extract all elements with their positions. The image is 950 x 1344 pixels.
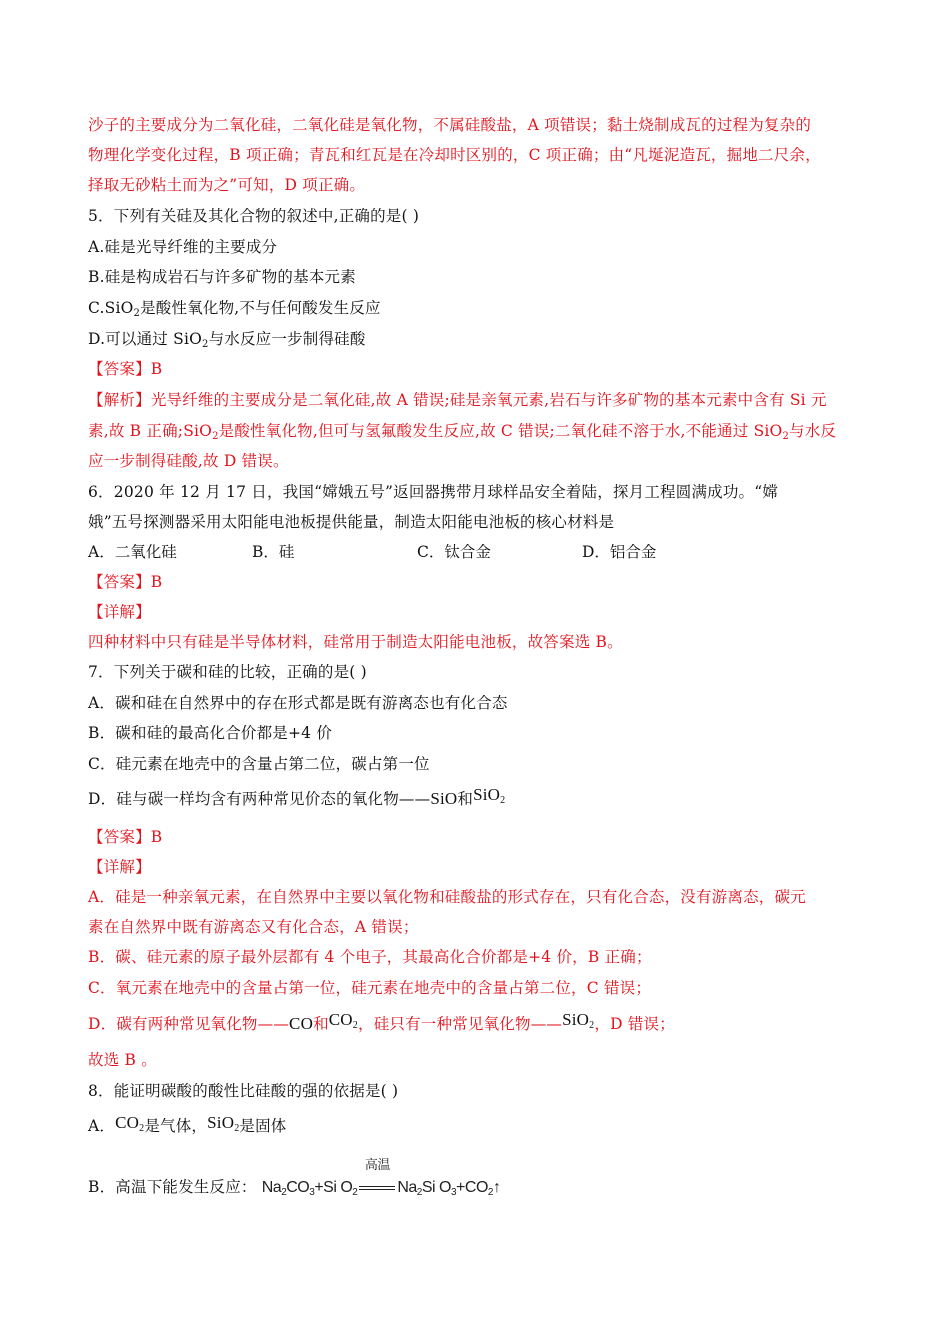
q5-option-c-text: 是酸性氧化物,不与任何酸发生反应	[140, 299, 381, 317]
q7-option-d	[88, 785, 506, 809]
q8-formula-co2	[115, 1113, 144, 1132]
q7-detail-formula-co2-sub: 2	[352, 1020, 358, 1031]
q8-stem: 8．能证明碳酸的酸性比硅酸的强的依据是( )	[88, 1082, 399, 1100]
q7-detail-formula-co: CO	[289, 1014, 314, 1033]
gas-up-arrow-icon: ↑	[492, 1179, 501, 1196]
q6-option-d: D．铝合金	[582, 543, 657, 561]
q7-formula-sio2	[473, 785, 505, 804]
q7-detail-formula-co2	[329, 1010, 358, 1029]
q5-explanation-line-3: 应一步制得硅酸,故 D 错误。	[88, 452, 289, 470]
q5-exp2-c: 与水反	[789, 422, 837, 440]
reactant-sio: +Si O	[314, 1179, 353, 1196]
q5-option-a: A.硅是光导纤维的主要成分	[88, 238, 278, 256]
q5-option-b: B.硅是构成岩石与许多矿物的基本元素	[88, 268, 356, 286]
reaction-condition: 高温	[364, 1157, 390, 1173]
q8-formula-co2-sub: 2	[139, 1123, 145, 1134]
product-na-sub: 2	[416, 1187, 422, 1198]
reactant-na: Na	[261, 1179, 282, 1196]
product-sio: Si O	[421, 1179, 451, 1196]
q7-detail-a-line-2: 素在自然界中既有游离态又有化合态，A 错误；	[88, 918, 419, 936]
q8-reaction-equation	[261, 1157, 501, 1198]
q5-explanation-line-1	[88, 390, 827, 410]
q8-formula-sio2-sub: 2	[234, 1123, 240, 1134]
q7-detail-d-and: 和	[313, 1015, 329, 1033]
product-co: +CO	[456, 1179, 488, 1196]
q7-detail-formula-sio2	[562, 1010, 594, 1029]
q8-option-a	[88, 1113, 287, 1136]
q7-conclusion: 故选 B 。	[88, 1051, 157, 1069]
q7-detail-d	[88, 1010, 675, 1034]
intro-explanation-line-3: 择取无砂粘土而为之”可知，D 项正确。	[88, 176, 366, 194]
q7-detail-d-text-1: D．碳有两种常见氧化物——	[88, 1015, 290, 1033]
q8-formula-sio2-base: SiO	[207, 1113, 235, 1132]
intro-explanation-line-1: 沙子的主要成分为二氧化硅，二氧化硅是氧化物，不属硅酸盐，A 项错误；黏土烧制成瓦的过程为复杂的	[88, 116, 812, 134]
q5-option-d	[88, 329, 366, 349]
product-co-sub: 2	[487, 1187, 493, 1198]
q5-option-c-prefix: C.SiO	[88, 299, 134, 317]
q6-answer: 【答案】B	[88, 573, 163, 591]
reactant-na-sub: 2	[281, 1187, 287, 1198]
q8-option-a-prefix: A．	[88, 1117, 116, 1135]
q8-option-a-mid: 是气体，	[144, 1117, 208, 1135]
product-sio-sub: 3	[450, 1187, 457, 1198]
q7-detail-d-text-3: ，D 错误；	[594, 1015, 675, 1033]
q5-option-d-text: 与水反应一步制得硅酸	[208, 330, 366, 348]
q5-option-c-sub: 2	[133, 308, 141, 319]
q5-option-d-sub: 2	[202, 339, 209, 350]
intro-explanation-line-2: 物理化学变化过程，B 项正确；青瓦和红瓦是在冷却时区别的，C 项正确；由“凡埏泥造瓦，掘地二尺余，	[88, 146, 821, 164]
q8-option-a-post: 是固体	[239, 1117, 287, 1135]
equals-bar-bottom	[359, 1189, 395, 1190]
reaction-equals-sign	[359, 1157, 395, 1198]
q5-exp2-sub-a: 2	[212, 431, 219, 442]
q5-explanation-text-1: 光导纤维的主要成分是二氧化硅,故 A 错误;硅是亲氧元素,岩石与许多矿物的基本元素中含有 Si 元	[150, 391, 827, 409]
q7-formula-sio2-base: SiO	[473, 785, 501, 804]
q7-detail-b: B．碳、硅元素的原子最外层都有 4 个电子，其最高化合价都是+4 价，B 正确；	[88, 948, 652, 966]
q7-option-b: B．碳和硅的最高化合价都是+4 价	[88, 724, 333, 742]
q7-answer: 【答案】B	[88, 828, 163, 846]
q8-option-b-prefix: B．高温下能发生反应：	[88, 1178, 257, 1196]
q7-detail-label: 【详解】	[88, 858, 151, 876]
q7-stem: 7．下列关于碳和硅的比较，正确的是( )	[88, 663, 367, 681]
product-na: Na	[397, 1179, 417, 1196]
q7-option-d-text: D．硅与碳一样均含有两种常见价态的氧化物——	[88, 790, 431, 808]
q5-exp2-a: 素,故 B 正确;SiO	[88, 422, 213, 440]
equals-bar-top	[359, 1186, 395, 1187]
reactant-co: CO	[286, 1179, 310, 1196]
q8-option-b	[88, 1157, 501, 1198]
q7-detail-d-text-2: ，硅只有一种常见氧化物——	[358, 1015, 563, 1033]
q7-option-d-and: 和	[457, 790, 474, 808]
q7-detail-formula-co2-base: CO	[328, 1010, 353, 1029]
q7-detail-formula-sio2-sub: 2	[589, 1020, 595, 1031]
q7-detail-c: C．氧元素在地壳中的含量占第一位，硅元素在地壳中的含量占第二位，C 错误；	[88, 979, 652, 997]
q6-stem-line-1: 6．2020 年 12 月 17 日，我国“嫦娥五号”返回器携带月球样品安全着陆，探月工程圆满成功。“嫦	[88, 483, 779, 501]
q5-option-d-prefix: D.可以通过 SiO	[88, 330, 203, 348]
q6-stem-line-2: 娥”五号探测器采用太阳能电池板提供能量，制造太阳能电池板的核心材料是	[88, 513, 615, 531]
q6-option-c: C．钛合金	[417, 543, 491, 561]
q8-formula-sio2	[207, 1113, 239, 1132]
q7-formula-sio: SiO	[430, 789, 458, 808]
q5-exp2-sub-b: 2	[782, 431, 790, 442]
reactant-sio-sub: 2	[352, 1187, 358, 1198]
q5-stem: 5．下列有关硅及其化合物的叙述中,正确的是( )	[88, 207, 420, 225]
q6-option-b: B．硅	[252, 543, 295, 561]
q5-exp2-b: 是酸性氧化物,但可与氢氟酸发生反应,故 C 错误;二氧化硅不溶于水,不能通过 SiO	[218, 422, 783, 440]
q5-explanation-line-2	[88, 421, 836, 441]
q6-detail-label: 【详解】	[88, 603, 151, 621]
q7-detail-a-line-1: A．硅是一种亲氧元素，在自然界中主要以氧化物和硅酸盐的形式存在，只有化合态，没有游离态，碳元	[88, 888, 806, 906]
reactant-co-sub: 3	[309, 1187, 315, 1198]
q5-option-c	[88, 298, 381, 318]
q8-formula-co2-base: CO	[115, 1113, 140, 1132]
q6-detail: 四种材料中只有硅是半导体材料，硅常用于制造太阳能电池板，故答案选 B。	[88, 633, 623, 651]
q5-explanation-label: 【解析】	[88, 391, 151, 409]
q7-detail-formula-sio2-base: SiO	[562, 1010, 590, 1029]
q5-answer: 【答案】B	[88, 360, 163, 378]
q7-option-a: A．碳和硅在自然界中的存在形式都是既有游离态也有化合态	[88, 694, 508, 712]
q7-option-c: C．硅元素在地壳中的含量占第二位，碳占第一位	[88, 755, 430, 773]
q6-option-a: A．二氧化硅	[88, 543, 177, 561]
q7-formula-sio2-sub: 2	[500, 795, 506, 806]
